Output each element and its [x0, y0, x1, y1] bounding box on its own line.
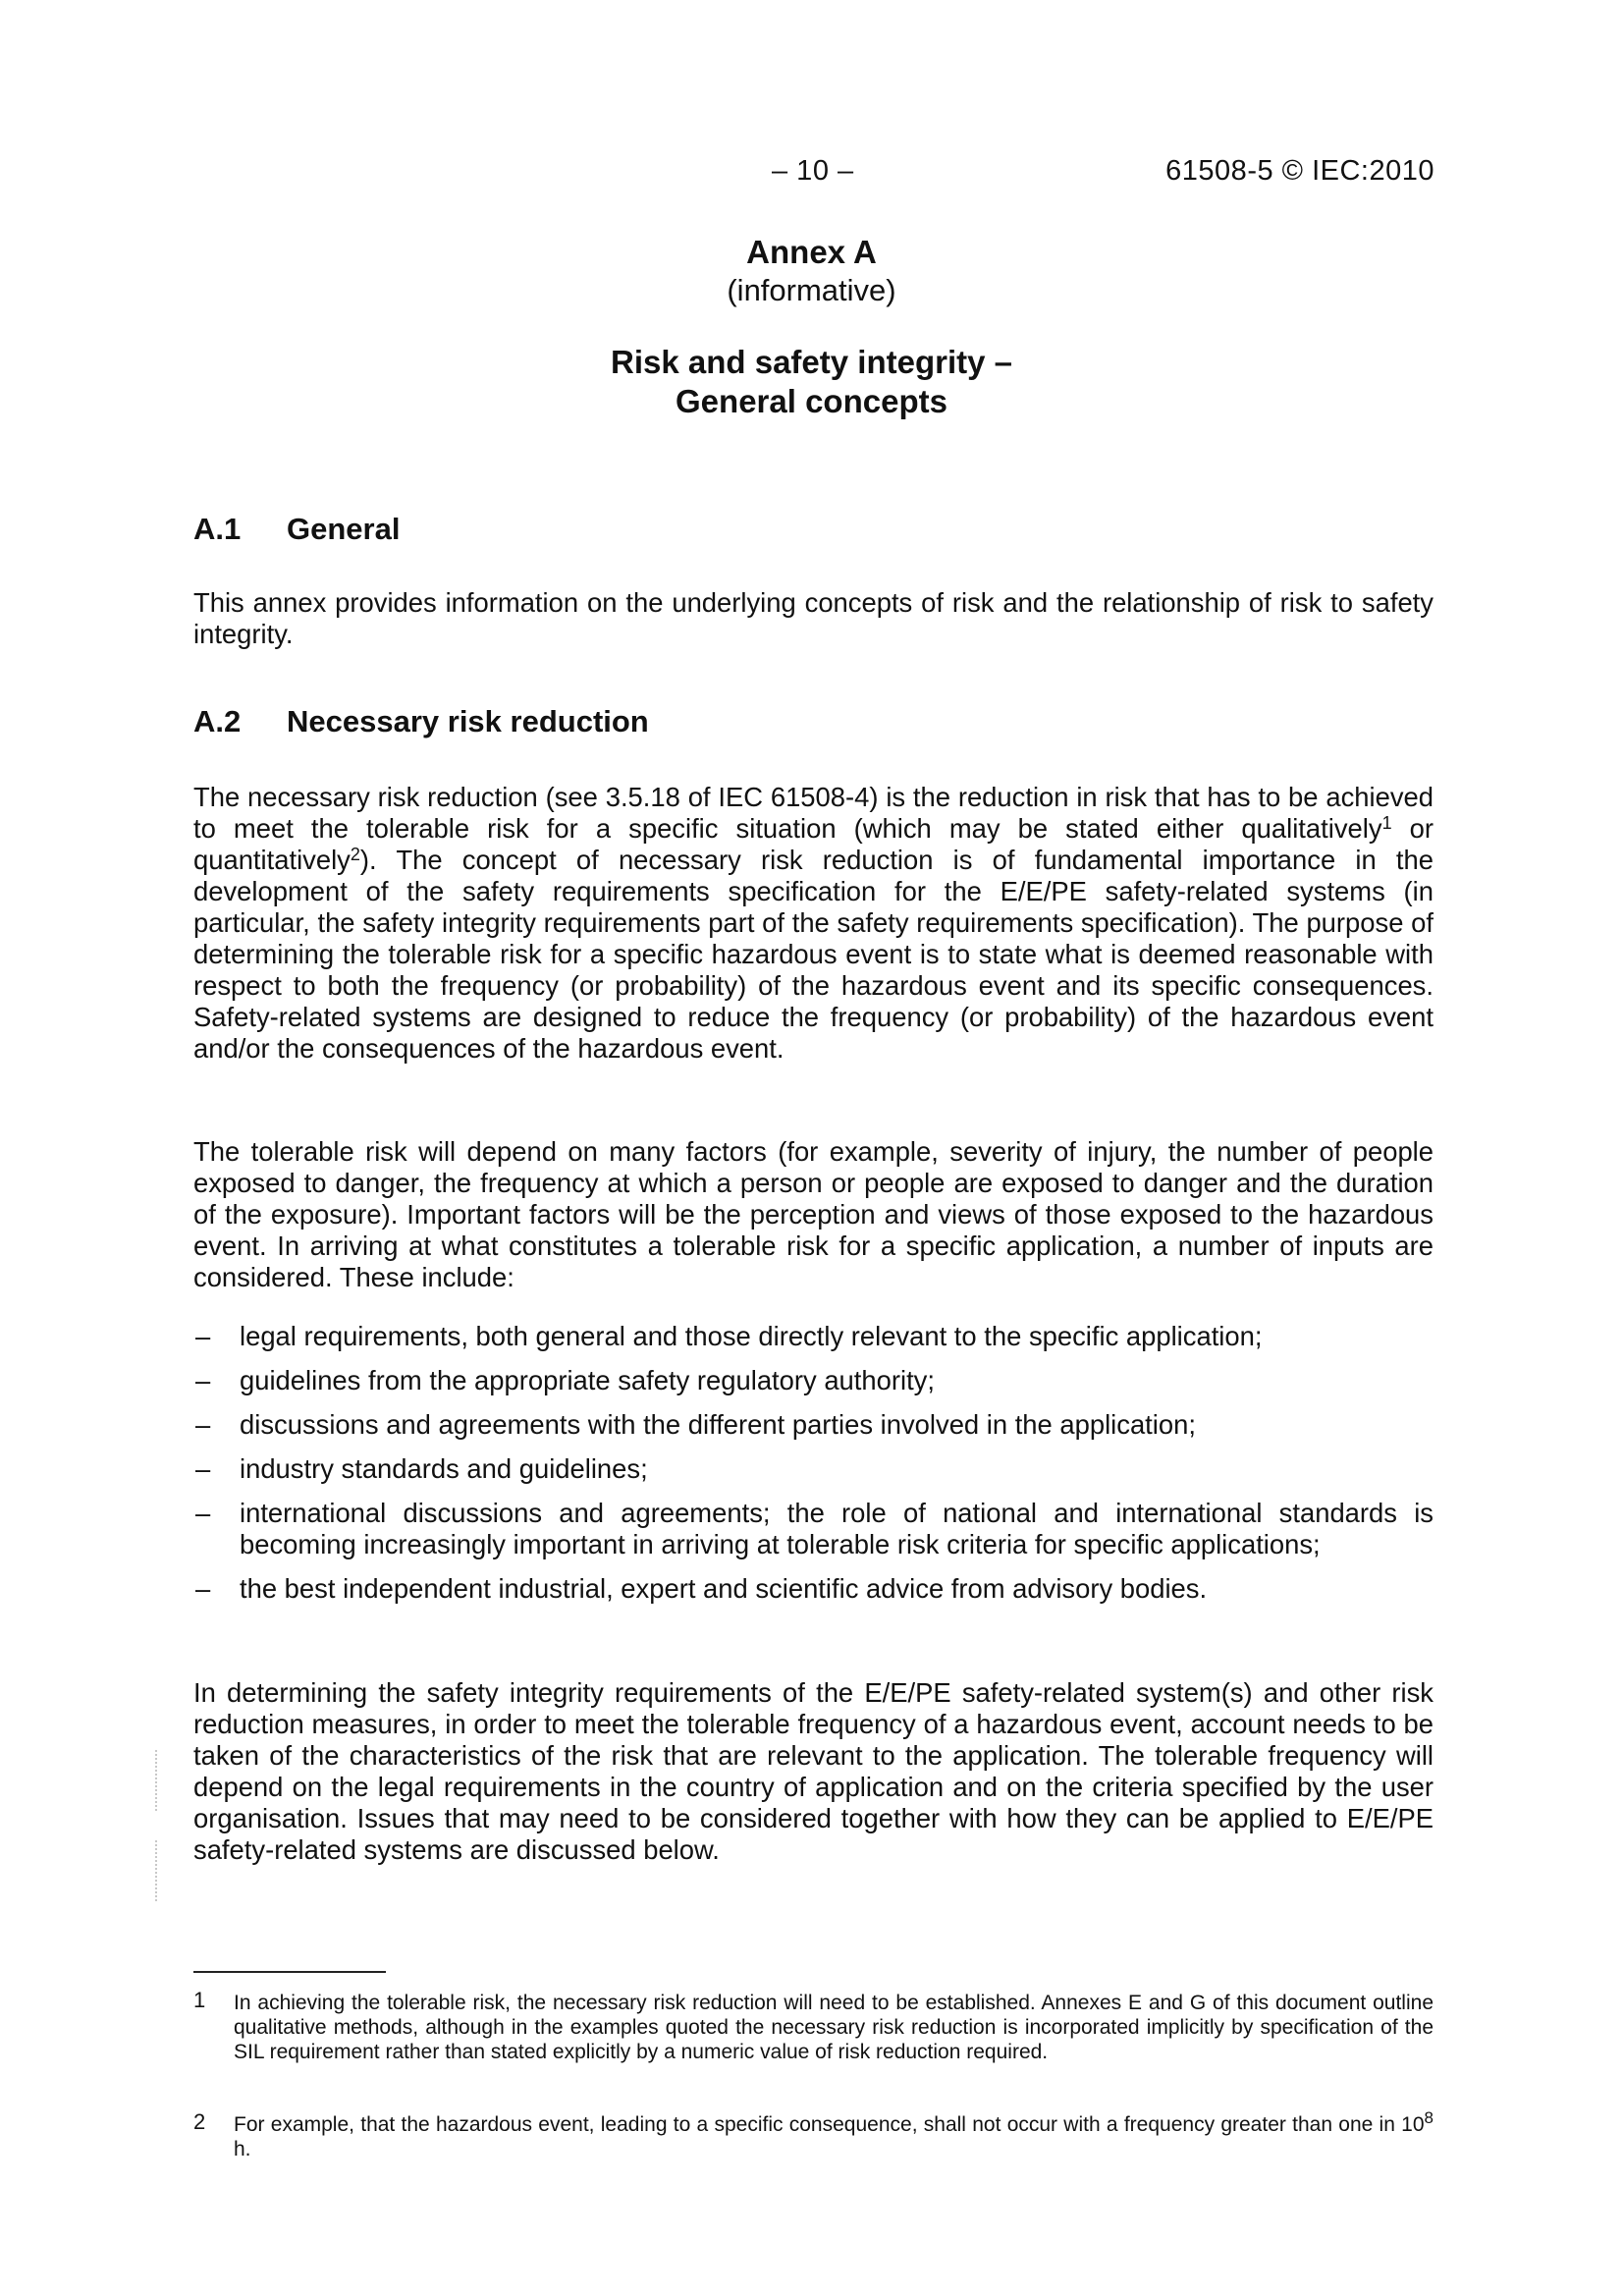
section-heading-a1	[193, 512, 400, 547]
tolerable-risk-paragraph: The tolerable risk will depend on many factors (for example, severity of injury, the number of people exposed to danger, the frequency at which a person or people are exposed to danger and the duration of the exposure). Important factors will be the perception and views of those exposed to the hazardous event. In arriving at what constitutes a tolerable risk for a specific application, a number of inputs are considered. These include:	[193, 1136, 1434, 1292]
footnote-2	[193, 2108, 1434, 2161]
annex-title: Annex A	[746, 234, 877, 270]
dash-bullet: –	[195, 1409, 211, 1440]
footnote-ref-1[interactable]: 1	[1381, 813, 1392, 833]
dash-bullet: –	[195, 1321, 211, 1351]
footnote-1	[193, 1988, 1434, 2064]
exponent: 8	[1424, 2108, 1434, 2127]
footnote-text: In achieving the tolerable risk, the necessary risk reduction will need to be established. Annexes E and G of this document outline qualitative methods, although in the examples quoted the necessary risk reduction is incorporated implicitly by specification of the SIL requirement rather than stated explicitly by a numeric value of risk reduction required.	[234, 1992, 1434, 2063]
dash-bullet: –	[195, 1498, 211, 1528]
dash-bullet: –	[195, 1365, 211, 1395]
general-paragraph: This annex provides information on the underlying concepts of risk and the relationship of risk to safety integrity.	[193, 587, 1434, 649]
section-number: A.1	[193, 512, 242, 546]
document-title-line-1: Risk and safety integrity –	[611, 344, 1012, 380]
list-item: – discussions and agreements with the different parties involved in the application;	[195, 1409, 1196, 1440]
list-item: – international discussions and agreements; the role of national and international standards is becoming increasingly important in arriving at tolerable risk criteria for specific applications;	[195, 1498, 1434, 1559]
list-item: – industry standards and guidelines;	[195, 1453, 648, 1484]
footnote-ref-2[interactable]: 2	[350, 845, 360, 864]
page-number: – 10 –	[772, 155, 854, 187]
footnote-text: For example, that the hazardous event, leading to a specific consequence, shall not occur with a frequency greater than one in $10^8$ h.	[234, 2108, 1434, 2160]
safety-integrity-paragraph: In determining the safety integrity requirements of the E/E/PE safety-related system(s) and other risk reduction measures, in order to meet the tolerable frequency of a hazardous event, account needs to be taken of the characteristics of the risk that are relevant to the application. The tolerable frequency will depend on the legal requirements in the country of application and on the criteria specified by the user organisation. Issues that may need to be considered together with how they can be applied to E/E/PE safety-related systems are discussed below.	[193, 1677, 1434, 1865]
list-item: – legal requirements, both general and those directly relevant to the specific application;	[195, 1321, 1263, 1351]
list-item: – guidelines from the appropriate safety regulatory authority;	[195, 1365, 935, 1395]
document-reference: 61508-5 © IEC:2010	[1165, 155, 1434, 187]
section-title: General	[287, 512, 401, 546]
list-item: – the best independent industrial, expert and scientific advice from advisory bodies.	[195, 1573, 1208, 1604]
margin-change-mark	[155, 1840, 159, 1901]
document-title-line-2: General concepts	[676, 383, 947, 419]
input-factors-list	[193, 1321, 1434, 1617]
footnote-separator	[193, 1971, 386, 1973]
dash-bullet: –	[195, 1573, 211, 1604]
annex-subtitle: (informative)	[727, 273, 896, 307]
footnote-number: 1	[193, 1988, 206, 2012]
risk-reduction-paragraph: The necessary risk reduction (see 3.5.18 of IEC 61508-4) is the reduction in risk that has to be achieved to meet the tolerable risk for a specific situation (which may be stated either qualitatively$^1$ or quantitatively$^2$). The concept of necessary risk reduction is of fundamental importance in the development of the safety requirements specification for the E/E/PE safety-related systems (in particular, the safety integrity requirements part of the safety requirements specification). The purpose of determining the tolerable risk for a specific hazardous event is to state what is deemed reasonable with respect to both the frequency (or probability) of the hazardous event and its specific consequences. Safety-related systems are designed to reduce the frequency (or probability) of the hazardous event and/or the consequences of the hazardous event.	[193, 782, 1434, 1064]
section-heading-a2	[193, 704, 649, 739]
dash-bullet: –	[195, 1453, 211, 1484]
section-number: A.2	[193, 704, 242, 738]
margin-change-mark	[155, 1750, 159, 1811]
section-title: Necessary risk reduction	[287, 704, 649, 738]
footnote-number: 2	[193, 2109, 206, 2134]
